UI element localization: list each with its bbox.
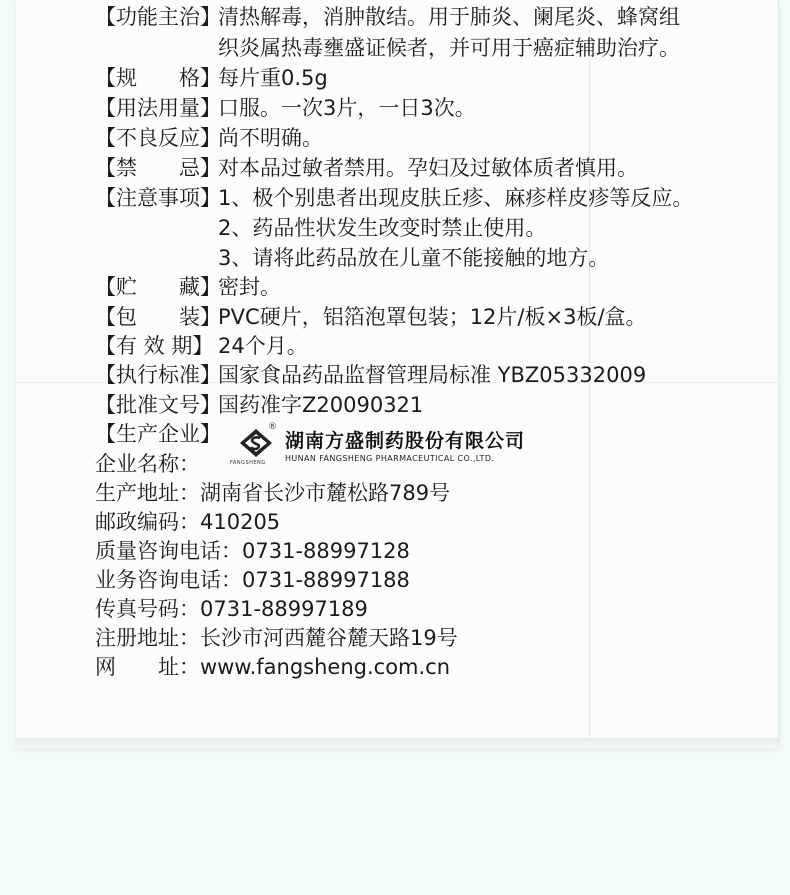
section-text: 国药准字Z20090321 (218, 393, 424, 417)
section-label: 【用法用量】 (95, 96, 221, 120)
section-text-continued: 2、药品性状发生改变时禁止使用。 (218, 216, 547, 240)
company-quality-phone: 质量咨询电话：0731-88997128 (95, 539, 410, 563)
section-label: 【有 效 期】 (95, 334, 214, 358)
logo-company-name-en: HUNAN FANGSHENG PHARMACEUTICAL CO.,LTD. (285, 454, 495, 463)
section-label: 【包 装】 (95, 305, 221, 329)
section-label: 【贮 藏】 (95, 275, 221, 299)
company-fax: 传真号码：0731-88997189 (95, 597, 368, 621)
company-logo (230, 422, 540, 470)
section-text: 24个月。 (218, 334, 308, 358)
section-label: 【执行标准】 (95, 363, 221, 387)
company-registered-address: 注册地址：长沙市河西麓谷麓天路19号 (95, 626, 458, 650)
logo-small-text: FANGSHENG (230, 460, 266, 466)
company-website: 网 址：www.fangsheng.com.cn (95, 655, 451, 679)
section-text: 口服。一次3片，一日3次。 (218, 96, 476, 120)
logo-company-name-cn: 湖南方盛制药股份有限公司 (285, 430, 526, 452)
section-text: 1、极个别患者出现皮肤丘疹、麻疹样皮疹等反应。 (218, 186, 694, 210)
section-label: 【批准文号】 (95, 393, 221, 417)
section-label: 【生产企业】 (95, 422, 221, 446)
company-name-label: 企业名称： (95, 452, 200, 476)
section-label: 【功能主治】 (95, 5, 221, 29)
fangsheng-logo-icon (238, 428, 274, 458)
section-text: 对本品过敏者禁用。孕妇及过敏体质者慎用。 (218, 156, 638, 180)
section-label: 【禁 忌】 (95, 156, 221, 180)
section-text-continued: 织炎属热毒壅盛证候者，并可用于癌症辅助治疗。 (218, 36, 680, 60)
section-text: PVC硬片，铝箔泡罩包装；12片/板×3板/盒。 (218, 305, 647, 329)
section-text: 密封。 (218, 275, 281, 299)
company-address: 生产地址：湖南省长沙市麓松路789号 (95, 481, 451, 505)
company-business-phone: 业务咨询电话：0731-88997188 (95, 568, 410, 592)
section-label: 【注意事项】 (95, 186, 221, 210)
section-text: 每片重0.5g (218, 66, 328, 90)
company-postcode: 邮政编码：410205 (95, 510, 281, 534)
section-label: 【不良反应】 (95, 126, 221, 150)
sheet-shadow (16, 738, 778, 748)
section-text-continued: 3、请将此药品放在儿童不能接触的地方。 (218, 246, 610, 270)
registered-mark: ® (268, 422, 277, 432)
section-text: 清热解毒，消肿散结。用于肺炎、阑尾炎、蜂窝组 (218, 5, 680, 29)
section-text: 国家食品药品监督管理局标准 YBZ05332009 (218, 363, 647, 387)
section-label: 【规 格】 (95, 66, 221, 90)
section-text: 尚不明确。 (218, 126, 323, 150)
